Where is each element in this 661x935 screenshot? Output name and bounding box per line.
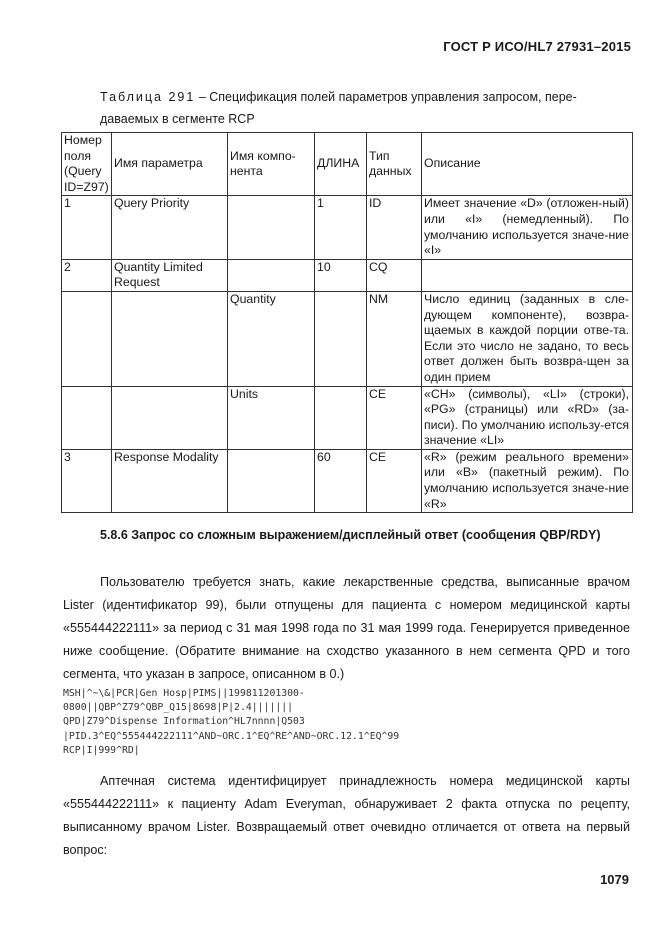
table-caption-text: – Спецификация полей параметров управления запросом, пере-: [195, 90, 577, 104]
cell-field-number: 3: [62, 449, 112, 512]
cell-field-number: [62, 291, 112, 386]
cell-description: «R» (режим реального времени» или «B» (пакетный режим). По умолчанию используется значе-ние «R»: [422, 449, 633, 512]
cell-length: 1: [315, 196, 367, 259]
code-line: RCP|I|999^RD|: [63, 744, 140, 756]
paragraph-text: Пользователю требуется знать, какие лекарственные средства, выписанные врачом Lister (идентификатор 99), были отпущены для пациента с номером медицинской карты «555444222111» за период с 31 мая 1998 года по 31 мая 1999 года. Генерируется приведенное ниже сообщение. (Обратите внимание на сходство указанного в нем сегмента QPD и того сегмента, что указан в запросе, описанном в 0.): [63, 575, 630, 681]
table-header-row: [62, 133, 633, 196]
cell-description: Имеет значение «D» (отложен-ный) или «I» (немедленный). По умолчанию используется значе-ние «I»: [422, 196, 633, 259]
table-row: [62, 196, 633, 259]
col-header-component-name: Имя компо-нента: [228, 133, 315, 196]
table-row: [62, 259, 633, 291]
code-line: QPD|Z79^Dispense Information^HL7nnnn|Q503: [63, 716, 305, 728]
cell-param-name: Quantity Limited Request: [112, 259, 228, 291]
cell-description: «CH» (символы), «LI» (строки), «PG» (страницы) или «RD» (за-писи). По умолчанию использу-ется значение «LI»: [422, 386, 633, 449]
col-header-param-name: Имя параметра: [112, 133, 228, 196]
cell-field-number: 2: [62, 259, 112, 291]
document-header: ГОСТ Р ИСО/HL7 27931–2015: [443, 39, 631, 54]
code-line: |PID.3^EQ^555444222111^AND~ORC.1^EQ^RE^AND~ORC.12.1^EQ^99: [63, 730, 400, 742]
cell-component-name: [228, 196, 315, 259]
cell-param-name: [112, 291, 228, 386]
cell-param-name: Query Priority: [112, 196, 228, 259]
code-line: 0800||QBP^Z79^QBP_Q15|8698|P|2.4|||||||: [63, 702, 294, 714]
cell-component-name: Quantity: [228, 291, 315, 386]
cell-data-type: NM: [367, 291, 422, 386]
cell-data-type: CE: [367, 386, 422, 449]
page-number: 1079: [600, 872, 629, 887]
cell-field-number: 1: [62, 196, 112, 259]
cell-description: [422, 259, 633, 291]
table-row: [62, 291, 633, 386]
col-header-data-type: Тип данных: [367, 133, 422, 196]
cell-description: Число единиц (заданных в сле-дующем компоненте), возвра-щаемых в каждой порции отве-та. Если это число не задано, то весь ответ должен быть возвра-щен за один прием: [422, 291, 633, 386]
paragraph-text: Аптечная система идентифицирует принадлежность номера медицинской карты «555444222111» к пациенту Adam Everyman, обнаруживает 2 факта отпуска по рецепту, выписанному врачом Lister. Возвращаемый ответ очевидно отличается от ответа на первый вопрос:: [63, 774, 630, 857]
table-caption-line2: даваемых в сегменте RCP: [100, 112, 255, 126]
section-title: Запрос со сложным выражением/дисплейный ответ (сообщения QBP/RDY): [131, 528, 601, 542]
cell-length: [315, 291, 367, 386]
cell-component-name: [228, 449, 315, 512]
cell-field-number: [62, 386, 112, 449]
hl7-message-code: [63, 687, 399, 758]
cell-component-name: Units: [228, 386, 315, 449]
cell-data-type: CQ: [367, 259, 422, 291]
table-row: [62, 386, 633, 449]
paragraph-query-description: [63, 571, 630, 686]
cell-param-name: [112, 386, 228, 449]
table-caption-prefix: Таблица 291: [100, 90, 196, 104]
section-number: 5.8.6: [100, 528, 128, 542]
code-line: MSH|^~\&|PCR|Gen Hosp|PIMS||199811201300-: [63, 688, 305, 699]
cell-param-name: Response Modality: [112, 449, 228, 512]
cell-data-type: ID: [367, 196, 422, 259]
col-header-field-number: Номер поля (Query ID=Z97): [62, 133, 112, 196]
table-caption: [100, 86, 630, 130]
cell-data-type: CE: [367, 449, 422, 512]
cell-length: 10: [315, 259, 367, 291]
table-row: [62, 449, 633, 512]
spec-table: [61, 132, 633, 513]
paragraph-response-description: [63, 770, 630, 862]
cell-length: 60: [315, 449, 367, 512]
cell-component-name: [228, 259, 315, 291]
col-header-description: Описание: [422, 133, 633, 196]
section-heading: [100, 524, 630, 547]
col-header-length: ДЛИНА: [315, 133, 367, 196]
cell-length: [315, 386, 367, 449]
